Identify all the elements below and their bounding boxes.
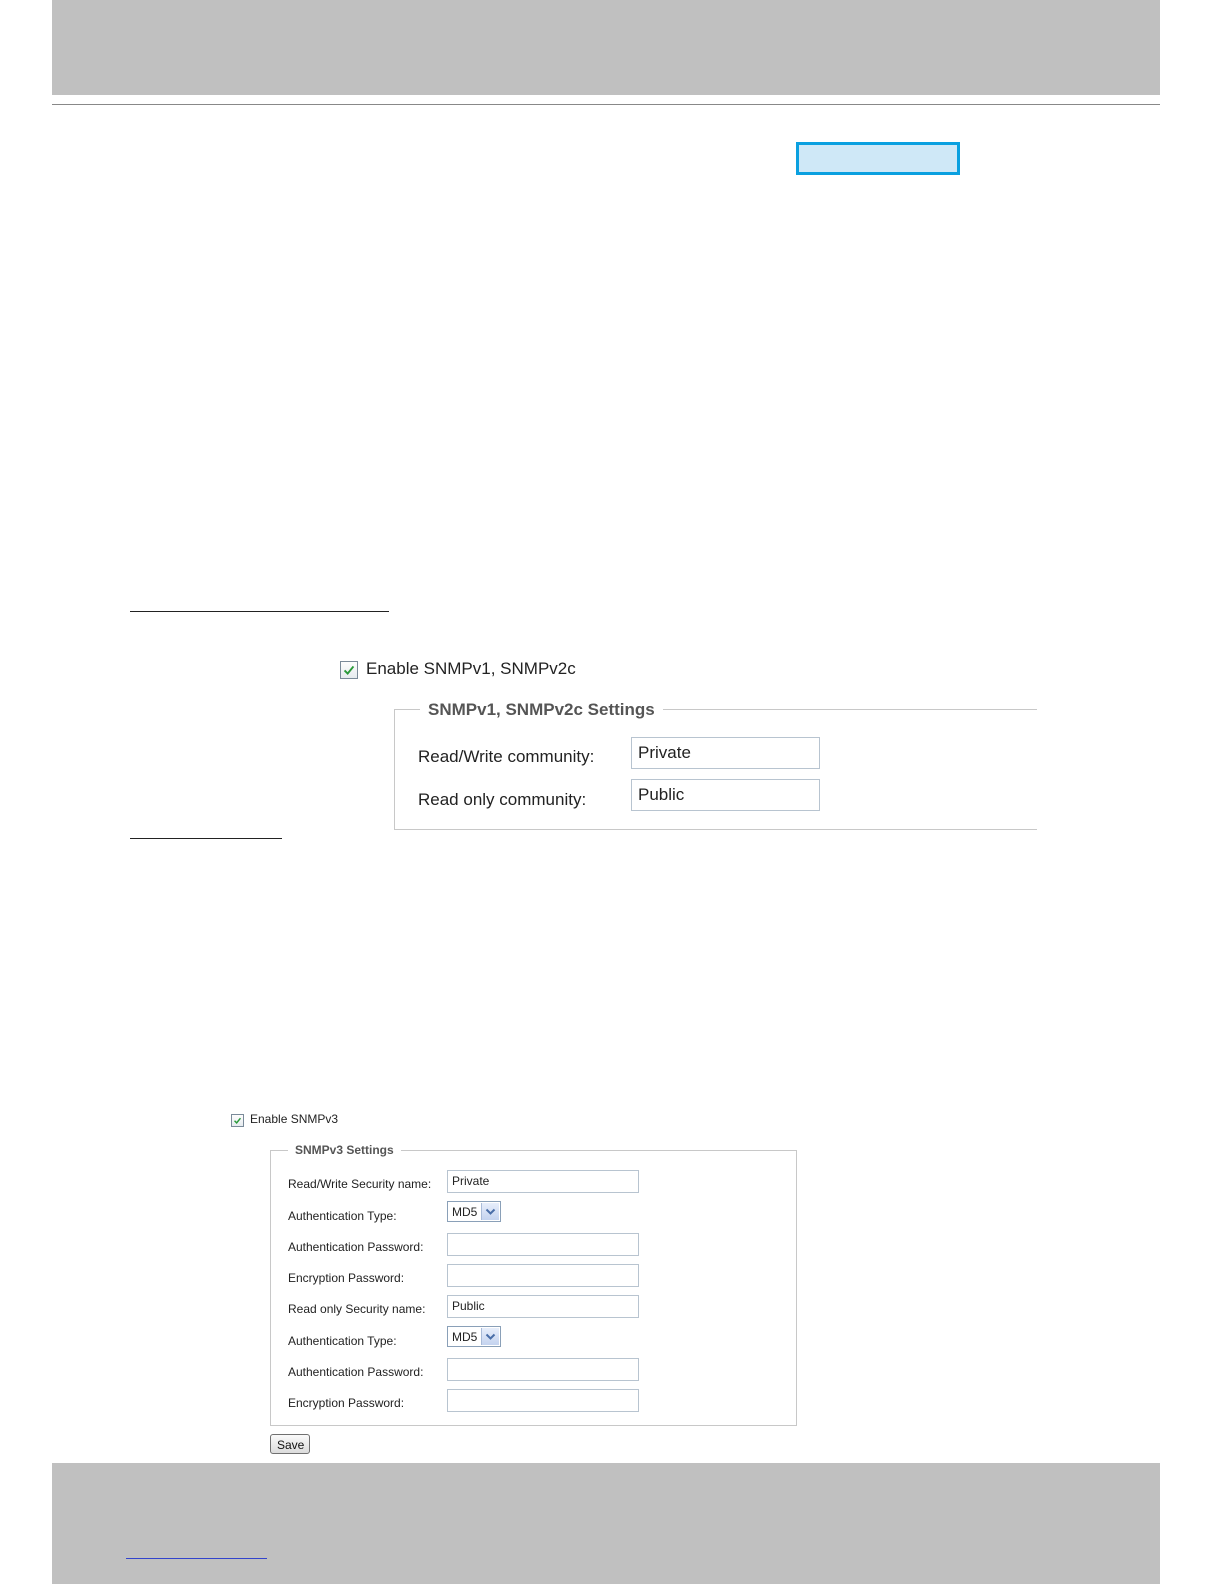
- chevron-down-icon[interactable]: [481, 1328, 499, 1345]
- rw-auth-type-label: Authentication Type:: [288, 1209, 397, 1223]
- snmpv3-settings-legend: SNMPv3 Settings: [288, 1143, 401, 1157]
- highlight-box: [796, 142, 960, 175]
- enable-snmpv1-v2c-label[interactable]: Enable SNMPv1, SNMPv2c: [366, 659, 576, 678]
- footer-link-underline[interactable]: [126, 1558, 267, 1559]
- ro-encryption-password-label: Encryption Password:: [288, 1396, 405, 1410]
- snmpv1-v2c-settings-legend: SNMPv1, SNMPv2c Settings: [420, 700, 663, 720]
- rw-auth-type-select[interactable]: [447, 1201, 501, 1222]
- ro-community-input[interactable]: Public: [631, 779, 820, 811]
- ro-auth-password-input[interactable]: [447, 1358, 639, 1381]
- ro-security-name-label: Read only Security name:: [288, 1302, 426, 1316]
- ro-security-name-input[interactable]: Public: [447, 1295, 639, 1318]
- chevron-down-icon[interactable]: [481, 1203, 499, 1220]
- checkmark-icon: [341, 662, 357, 678]
- rw-encryption-password-input[interactable]: [447, 1264, 639, 1287]
- snmpv1-v2c-settings-fieldset: [394, 709, 1037, 830]
- ro-auth-type-label: Authentication Type:: [288, 1334, 397, 1348]
- ro-auth-type-value: MD5: [452, 1330, 478, 1344]
- section-underline: [130, 611, 389, 612]
- enable-snmpv1-v2c-checkbox[interactable]: [340, 661, 358, 679]
- rw-auth-password-label: Authentication Password:: [288, 1240, 424, 1254]
- checkmark-icon: [232, 1115, 243, 1126]
- rw-encryption-password-label: Encryption Password:: [288, 1271, 405, 1285]
- enable-snmpv3-label[interactable]: Enable SNMPv3: [250, 1112, 339, 1126]
- header-divider: [52, 104, 1160, 105]
- rw-security-name-input[interactable]: Private: [447, 1170, 639, 1193]
- rw-community-label: Read/Write community:: [418, 747, 595, 766]
- ro-auth-password-label: Authentication Password:: [288, 1365, 424, 1379]
- rw-security-name-label: Read/Write Security name:: [288, 1177, 432, 1191]
- enable-snmpv3-checkbox[interactable]: [231, 1114, 244, 1127]
- section-underline: [130, 838, 282, 839]
- ro-encryption-password-input[interactable]: [447, 1389, 639, 1412]
- save-button[interactable]: Save: [270, 1434, 310, 1454]
- rw-auth-type-value: MD5: [452, 1205, 478, 1219]
- page-header-band: [52, 0, 1160, 95]
- page-footer-band: [52, 1463, 1160, 1584]
- ro-community-label: Read only community:: [418, 790, 587, 809]
- rw-auth-password-input[interactable]: [447, 1233, 639, 1256]
- rw-community-input[interactable]: Private: [631, 737, 820, 769]
- ro-auth-type-select[interactable]: [447, 1326, 501, 1347]
